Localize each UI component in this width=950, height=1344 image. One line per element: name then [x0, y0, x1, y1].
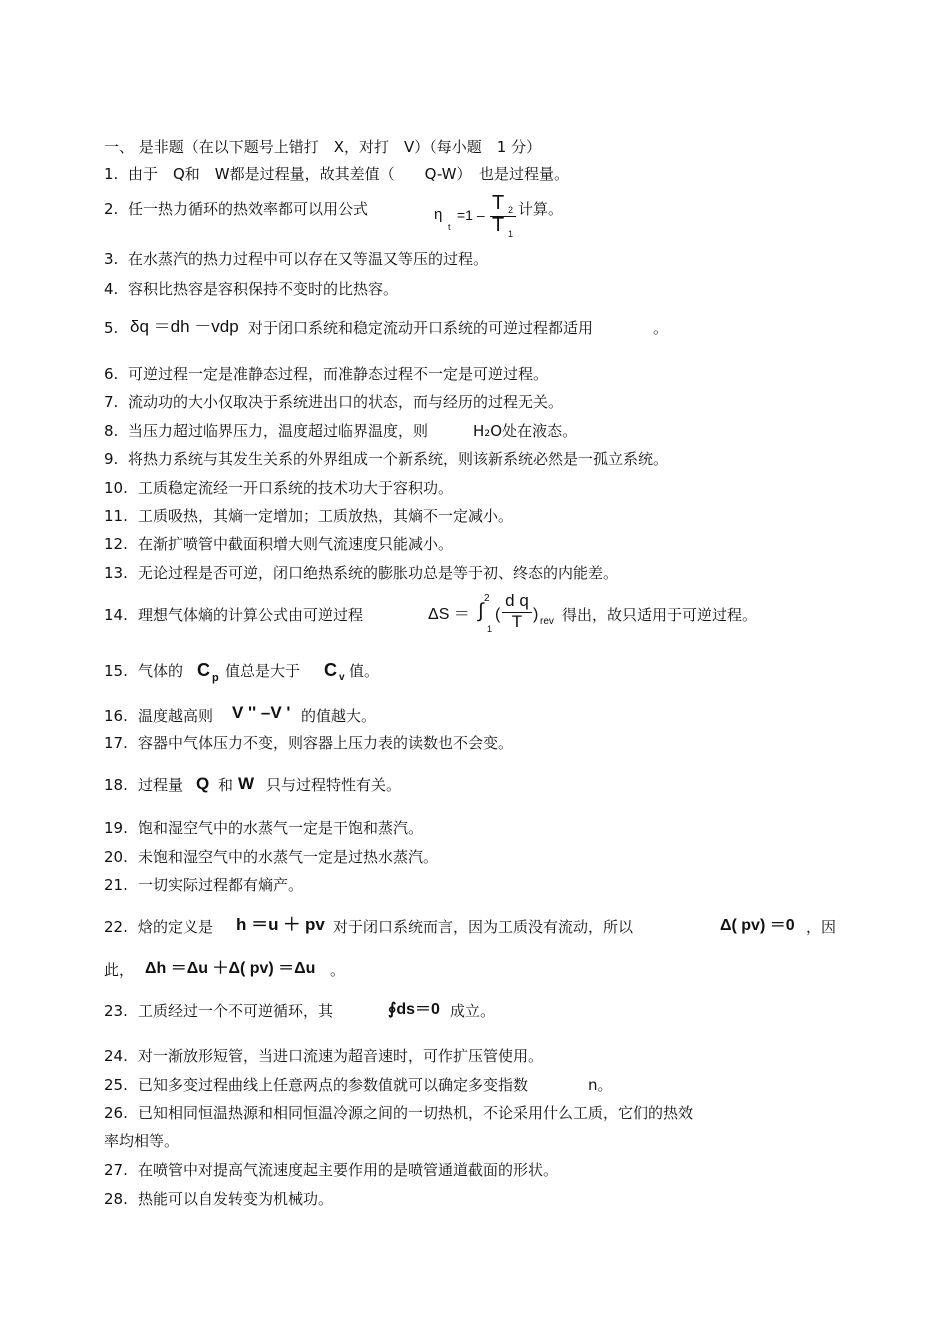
- question-number: 5.: [104, 319, 119, 337]
- question-number: 25.: [104, 1076, 128, 1094]
- question-text-end: 。: [330, 961, 346, 979]
- question-text-end: 只与过程特性有关。: [266, 776, 402, 794]
- question-text: 已知多变过程曲线上任意两点的参数值就可以确定多变指数 n。: [138, 1076, 613, 1094]
- question-text: 理想气体熵的计算公式由可逆过程: [138, 606, 364, 624]
- formula-t1: T: [492, 214, 505, 236]
- question-text-end: 计算。: [518, 200, 564, 218]
- question-text: 当压力超过临界压力，温度超过临界温度，则 H₂O处在液态。: [128, 422, 578, 440]
- formula-sub-p: p: [212, 672, 219, 684]
- question-number: 13.: [104, 564, 128, 582]
- question-number: 20.: [104, 848, 128, 866]
- formula-int-lower: 1: [487, 624, 493, 634]
- question-text: 已知相同恒温热源和相同恒温冷源之间的一切热机，不论采用什么工质，它们的热效: [138, 1104, 694, 1122]
- question-number: 4.: [104, 280, 119, 298]
- question-number: 11.: [104, 507, 128, 525]
- question-number: 14.: [104, 606, 128, 624]
- question-text: 对一渐放形短管，当进口流速为超音速时，可作扩压管使用。: [138, 1047, 544, 1065]
- question-number: 17.: [104, 734, 128, 752]
- formula-cyclic-integral: ∮ds＝0: [388, 1001, 440, 1018]
- question-text-end: 成立。: [450, 1002, 496, 1020]
- question-text: 在喷管中对提高气流速度起主要作用的是喷管通道截面的形状。: [138, 1161, 559, 1179]
- question-number: 9.: [104, 450, 119, 468]
- formula-q: Q: [196, 774, 210, 793]
- question-number: 10.: [104, 479, 128, 497]
- question-text-end: 值。: [349, 662, 380, 680]
- formula-delta-pv: Δ( pv) ＝0: [720, 917, 795, 934]
- question-number: 16.: [104, 707, 128, 725]
- question-number: 1.: [104, 165, 119, 183]
- question-number: 3.: [104, 250, 119, 268]
- question-text: 工质稳定流经一开口系统的技术功大于容积功。: [138, 479, 454, 497]
- question-text: 焓的定义是: [138, 918, 214, 936]
- question-number: 23.: [104, 1002, 128, 1020]
- question-text: 任一热力循环的热效率都可以用公式: [128, 200, 369, 218]
- question-number: 6.: [104, 365, 119, 383]
- formula-delta-h: Δh ＝Δu ＋Δ( pv) ＝Δu: [145, 960, 316, 977]
- question-text: 工质经过一个不可逆循环，其: [138, 1002, 334, 1020]
- question-text-end: 的值越大。: [301, 707, 377, 725]
- question-number: 19.: [104, 819, 128, 837]
- formula-sub-v: v: [339, 672, 345, 683]
- formula-sub1: 1: [508, 229, 514, 239]
- question-text: 由于 Q和 W都是过程量，故其差值（ Q-W） 也是过程量。: [128, 165, 570, 183]
- formula-rev: rev: [540, 616, 554, 627]
- formula-delta-s: ΔS ＝: [428, 606, 470, 623]
- question-number: 24.: [104, 1047, 128, 1065]
- question-text-mid: 和: [218, 776, 234, 794]
- question-text: 一切实际过程都有熵产。: [138, 876, 304, 894]
- section-title-text: 一、 是非题（在以下题号上错打 X，对打 V）（每小题 1 分）: [104, 138, 542, 156]
- question-text: 无论过程是否可逆，闭口绝热系统的膨胀功总是等于初、终态的内能差。: [138, 564, 619, 582]
- question-text: 将热力系统与其发生关系的外界组成一个新系统，则该新系统必然是一孤立系统。: [128, 450, 669, 468]
- question-text-mid: 值总是大于: [225, 662, 301, 680]
- question-text: 温度越高则: [138, 707, 214, 725]
- question-text: 流动功的大小仅取决于系统进出口的状态，而与经历的过程无关。: [128, 393, 564, 411]
- formula-sub2: 2: [508, 205, 514, 215]
- question-text-end: 得出，故只适用于可逆过程。: [562, 606, 758, 624]
- formula-int-upper: 2: [484, 593, 490, 604]
- question-text: 率均相等。: [104, 1132, 180, 1150]
- question-text-mid: 对于闭口系统而言，因为工质没有流动，所以: [333, 918, 634, 936]
- question-text: 容积比热容是容积保持不变时的比热容。: [128, 280, 399, 298]
- question-number: 12.: [104, 535, 128, 553]
- formula-rparen: ): [533, 606, 539, 623]
- section-title: [104, 137, 541, 157]
- formula-t-den: T: [511, 612, 523, 631]
- question-text: 可逆过程一定是准静态过程，而准静态过程不一定是可逆过程。: [128, 365, 549, 383]
- formula-eq: =1 –: [457, 207, 485, 223]
- formula-fraction-dq-t: [502, 591, 532, 635]
- formula-dq-num: d q: [505, 591, 529, 610]
- question-text: 此，: [104, 961, 135, 979]
- formula-eta: η: [434, 206, 443, 223]
- question-number: 7.: [104, 393, 119, 411]
- formula-w: W: [238, 774, 255, 793]
- question-number: 26.: [104, 1104, 128, 1122]
- question-text: 过程量: [138, 776, 184, 794]
- question-number: 18.: [104, 776, 128, 794]
- question-text: 未饱和湿空气中的水蒸气一定是过热水蒸汽。: [138, 848, 439, 866]
- question-text-end: ，因: [806, 918, 837, 936]
- question-text: 气体的: [138, 662, 184, 680]
- question-text: 在渐扩喷管中截面积增大则气流速度只能减小。: [138, 535, 454, 553]
- formula-lparen: (: [495, 606, 501, 623]
- question-text: 在水蒸汽的热力过程中可以存在又等温又等压的过程。: [128, 250, 489, 268]
- formula-eta-sub: t: [448, 222, 451, 232]
- question-number: 2.: [104, 200, 119, 218]
- question-text: 工质吸热，其熵一定增加；工质放热，其熵不一定减小。: [138, 507, 514, 525]
- question-text: 容器中气体压力不变，则容器上压力表的读数也不会变。: [138, 734, 514, 752]
- formula-c-p: C: [197, 660, 210, 680]
- formula-v-diff: V '' –V ': [232, 703, 291, 722]
- question-number: 8.: [104, 422, 119, 440]
- formula-c-v: C: [324, 660, 337, 680]
- question-text: 热能可以自发转变为机械功。: [138, 1190, 334, 1208]
- question-number: 22.: [104, 918, 128, 936]
- question-number: 21.: [104, 876, 128, 894]
- question-number: 28.: [104, 1190, 128, 1208]
- formula-integral: ∫: [478, 600, 484, 622]
- formula-dq: δq ＝dh －vdp: [130, 317, 239, 336]
- formula-fraction-t2-t1: [490, 193, 516, 239]
- formula-t2: T: [492, 192, 505, 214]
- question-number: 15.: [104, 662, 128, 680]
- question-number: 27.: [104, 1161, 128, 1179]
- question-text: 对于闭口系统和稳定流动开口系统的可逆过程都适用 。: [248, 319, 669, 337]
- formula-enthalpy: h ＝u ＋ pv: [236, 915, 325, 934]
- question-text: 饱和湿空气中的水蒸气一定是干饱和蒸汽。: [138, 819, 424, 837]
